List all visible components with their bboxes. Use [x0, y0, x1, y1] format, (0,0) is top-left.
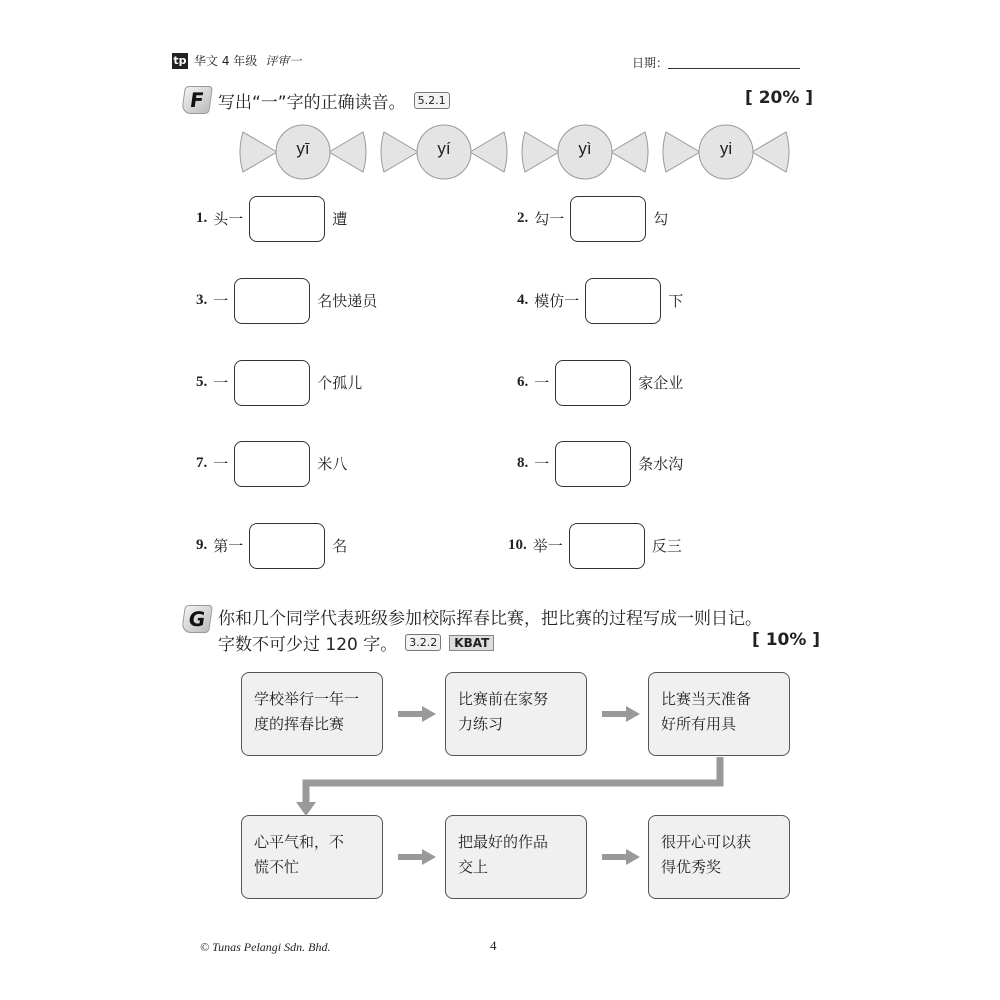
flow-step-box — [445, 815, 587, 899]
date-label: 日期： — [632, 56, 669, 70]
item-number: 9. — [196, 537, 208, 553]
candy-pinyin-option — [519, 124, 651, 180]
page-header — [172, 52, 301, 69]
answer-box[interactable] — [249, 523, 325, 569]
question-item — [517, 359, 683, 406]
flow-step-line2: 力练习 — [458, 715, 504, 733]
item-number: 3. — [196, 292, 208, 308]
section-g-question-line2: 字数不可少过 120 字。 — [218, 635, 398, 655]
item-text-before: 一 — [213, 374, 229, 392]
page-number: 4 — [490, 938, 497, 953]
item-text-after: 个孤儿 — [317, 374, 363, 392]
answer-box[interactable] — [234, 441, 310, 487]
arrow-right-icon — [398, 706, 436, 722]
answer-box[interactable] — [249, 196, 325, 242]
question-item — [508, 522, 682, 569]
item-number: 2. — [517, 210, 529, 226]
flow-step-line2: 度的挥春比赛 — [254, 715, 345, 733]
question-item — [196, 359, 362, 406]
section-g-badge: G — [181, 605, 213, 633]
item-text-after: 下 — [668, 292, 684, 310]
flow-step-line1: 心平气和，不 — [254, 833, 345, 851]
flow-step-box — [241, 815, 383, 899]
item-number: 5. — [196, 374, 208, 390]
item-text-before: 勾一 — [534, 210, 565, 228]
item-number: 6. — [517, 374, 529, 390]
item-text-before: 一 — [213, 292, 229, 310]
item-text-after: 名 — [332, 537, 348, 555]
flow-step-box — [445, 672, 587, 756]
pinyin-text: yi — [719, 139, 733, 158]
arrow-right-icon — [602, 706, 640, 722]
item-number: 8. — [517, 455, 529, 471]
flow-step-box — [648, 815, 790, 899]
candy-pinyin-option — [378, 124, 510, 180]
publisher-logo: tp — [173, 53, 187, 67]
item-text-after: 米八 — [317, 455, 348, 473]
flow-step-box — [648, 672, 790, 756]
item-text-after: 反三 — [651, 537, 682, 555]
section-f-badge: F — [181, 86, 213, 114]
item-text-before: 头一 — [213, 210, 244, 228]
question-item — [196, 277, 377, 324]
question-item — [517, 277, 683, 324]
section-f-question-row — [218, 88, 450, 113]
answer-box[interactable] — [234, 360, 310, 406]
question-item — [196, 440, 347, 487]
flow-step-line1: 比赛前在家努 — [458, 690, 549, 708]
flow-step-line1: 很开心可以获 — [661, 833, 752, 851]
section-f-percent: [ 20% ] — [745, 88, 814, 108]
item-number: 10. — [508, 537, 527, 553]
flow-step-line1: 学校举行一年一 — [254, 690, 360, 708]
answer-box[interactable] — [570, 196, 646, 242]
arrow-right-icon — [602, 849, 640, 865]
candy-pinyin-option — [237, 124, 369, 180]
section-g-question-line1: 你和几个同学代表班级参加校际挥春比赛，把比赛的过程写成一则日记。 — [218, 609, 762, 629]
candy-pinyin-option — [660, 124, 792, 180]
flow-step-line1: 把最好的作品 — [458, 833, 549, 851]
flow-step-line2: 交上 — [458, 858, 489, 876]
question-item — [196, 195, 347, 242]
section-g-code: 3.2.2 — [405, 634, 441, 651]
copyright: © Tunas Pelangi Sdn. Bhd. — [200, 940, 331, 954]
item-text-before: 第一 — [213, 537, 244, 555]
item-text-after: 名快递员 — [317, 292, 378, 310]
answer-box[interactable] — [555, 360, 631, 406]
pinyin-text: yí — [437, 139, 451, 158]
date-line — [668, 68, 800, 69]
kbat-tag: KBAT — [449, 635, 494, 651]
flow-step-line2: 好所有用具 — [661, 715, 737, 733]
flow-step-box — [241, 672, 383, 756]
item-text-after: 遭 — [332, 210, 348, 228]
item-text-after: 勾 — [653, 210, 669, 228]
question-item — [196, 522, 347, 569]
item-text-after: 条水沟 — [638, 455, 684, 473]
question-item — [517, 440, 683, 487]
section-g-question-row2 — [218, 630, 494, 655]
answer-box[interactable] — [555, 441, 631, 487]
item-text-before: 一 — [534, 455, 550, 473]
flow-step-line2: 得优秀奖 — [661, 858, 722, 876]
flow-step-line1: 比赛当天准备 — [661, 690, 752, 708]
item-number: 4. — [517, 292, 529, 308]
pinyin-text: yī — [296, 139, 310, 158]
item-text-before: 模仿一 — [534, 292, 580, 310]
section-f-question: 写出“一”字的正确读音。 — [218, 93, 406, 113]
subject-label: 华文 4 年级 — [194, 54, 258, 68]
answer-box[interactable] — [234, 278, 310, 324]
answer-box[interactable] — [569, 523, 645, 569]
answer-box[interactable] — [585, 278, 661, 324]
section-g-percent: [ 10% ] — [752, 630, 821, 650]
item-text-before: 一 — [534, 374, 550, 392]
item-text-before: 举一 — [532, 537, 563, 555]
item-number: 7. — [196, 455, 208, 471]
pinyin-text: yì — [578, 139, 592, 158]
item-number: 1. — [196, 210, 208, 226]
unit-label: 评审一 — [265, 54, 302, 68]
question-item — [517, 195, 668, 242]
item-text-before: 一 — [213, 455, 229, 473]
arrow-right-icon — [398, 849, 436, 865]
item-text-after: 家企业 — [638, 374, 684, 392]
flow-step-line2: 慌不忙 — [254, 858, 300, 876]
section-f-code: 5.2.1 — [414, 92, 450, 109]
